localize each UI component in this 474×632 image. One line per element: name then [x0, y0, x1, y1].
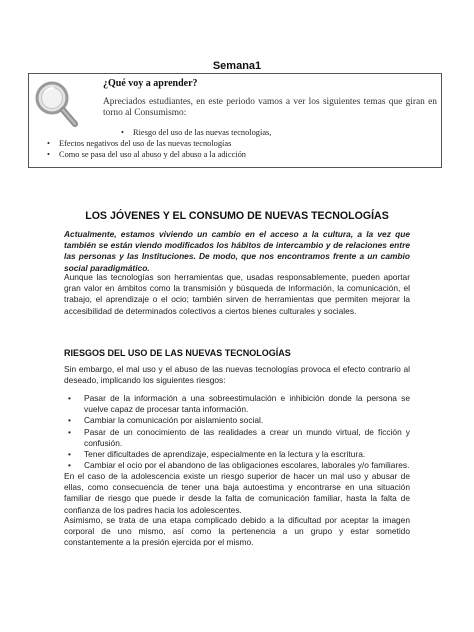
risk-item: • Pasar de la información a una sobreestimulación e inhibición donde la persona se vuelve capaz de procesar tanta información. [84, 393, 410, 415]
magnifier-icon [31, 77, 79, 129]
week-title: Semana1 [212, 60, 262, 72]
paragraph-technology-value: Aunque las tecnologías son herramientas que, usadas responsablemente, pueden aportar gran valor en ámbitos como la transmisión y búsqueda de información, la comunicación, el trabajo, el aprendizaje o el ocio; también sirven de herramientas que permiten mejorar la accesibilidad de determinados colectivos a ciertos bienes culturales y sociales. [64, 272, 410, 316]
paragraph-risks-intro: Sin embargo, el mal uso y el abuso de las nuevas tecnologías provoca el efecto contrario al deseado, implicando los siguientes riesgos: [64, 364, 410, 386]
risk-list [84, 393, 410, 471]
intro-paragraph: Actualmente, estamos viviendo un cambio en el acceso a la cultura, a la vez que también se están viendo modificados los hábitos de intercambio y de relaciones entre las personas y las Instituciones. De modo, que nos encontramos frente a un cambio social paradigmático. [64, 229, 410, 273]
risk-item: • Cambiar la comunicación por aislamiento social. [84, 415, 410, 426]
article-title: LOS JÓVENES Y EL CONSUMO DE NUEVAS TECNOLOGÍAS [85, 210, 389, 222]
learn-intro: Apreciados estudiantes, en este periodo vamos a ver los siguientes temas que giran en torno al Consumismo: [103, 97, 437, 118]
paragraph-body-image: Asimismo, se trata de una etapa complicado debido a la dificultad por aceptar la imagen corporal de uno mismo, así como la pertenencia a un grupo y estar sometido constantemente a la presión ejercida por el mismo. [64, 515, 410, 548]
learn-topic-item: • Riesgo del uso de las nuevas tecnologías, [133, 128, 271, 137]
paragraph-adolescence: En el caso de la adolescencia existe un riesgo superior de hacer un mal uso y abusar de ellas, como consecuencia de tener una baja autoestima y encontrarse en una situación familiar de riesgo que puede ir desde la falta de comunicación familiar, hasta la falta de confianza de los padres hacia los adolescentes. [64, 471, 410, 515]
learn-topic-item: • Como se pasa del uso al abuso y del abuso a la adicción [59, 150, 246, 159]
risk-item: • Tener dificultades de aprendizaje, especialmente en la lectura y la escritura. [84, 449, 410, 460]
learn-topic-item: • Efectos negativos del uso de las nuevas tecnologías [59, 139, 231, 148]
learn-heading: ¿Qué voy a aprender? [103, 78, 198, 89]
learning-objectives-box [28, 73, 442, 168]
risk-item: • Pasar de un conocimiento de las realidades a crear un mundo virtual, de ficción y confusión. [84, 427, 410, 449]
risk-item: • Cambiar el ocio por el abandono de las obligaciones escolares, laborales y/o familiares. [84, 460, 410, 471]
section-heading-risks: RIESGOS DEL USO DE LAS NUEVAS TECNOLOGÍAS [64, 348, 291, 358]
